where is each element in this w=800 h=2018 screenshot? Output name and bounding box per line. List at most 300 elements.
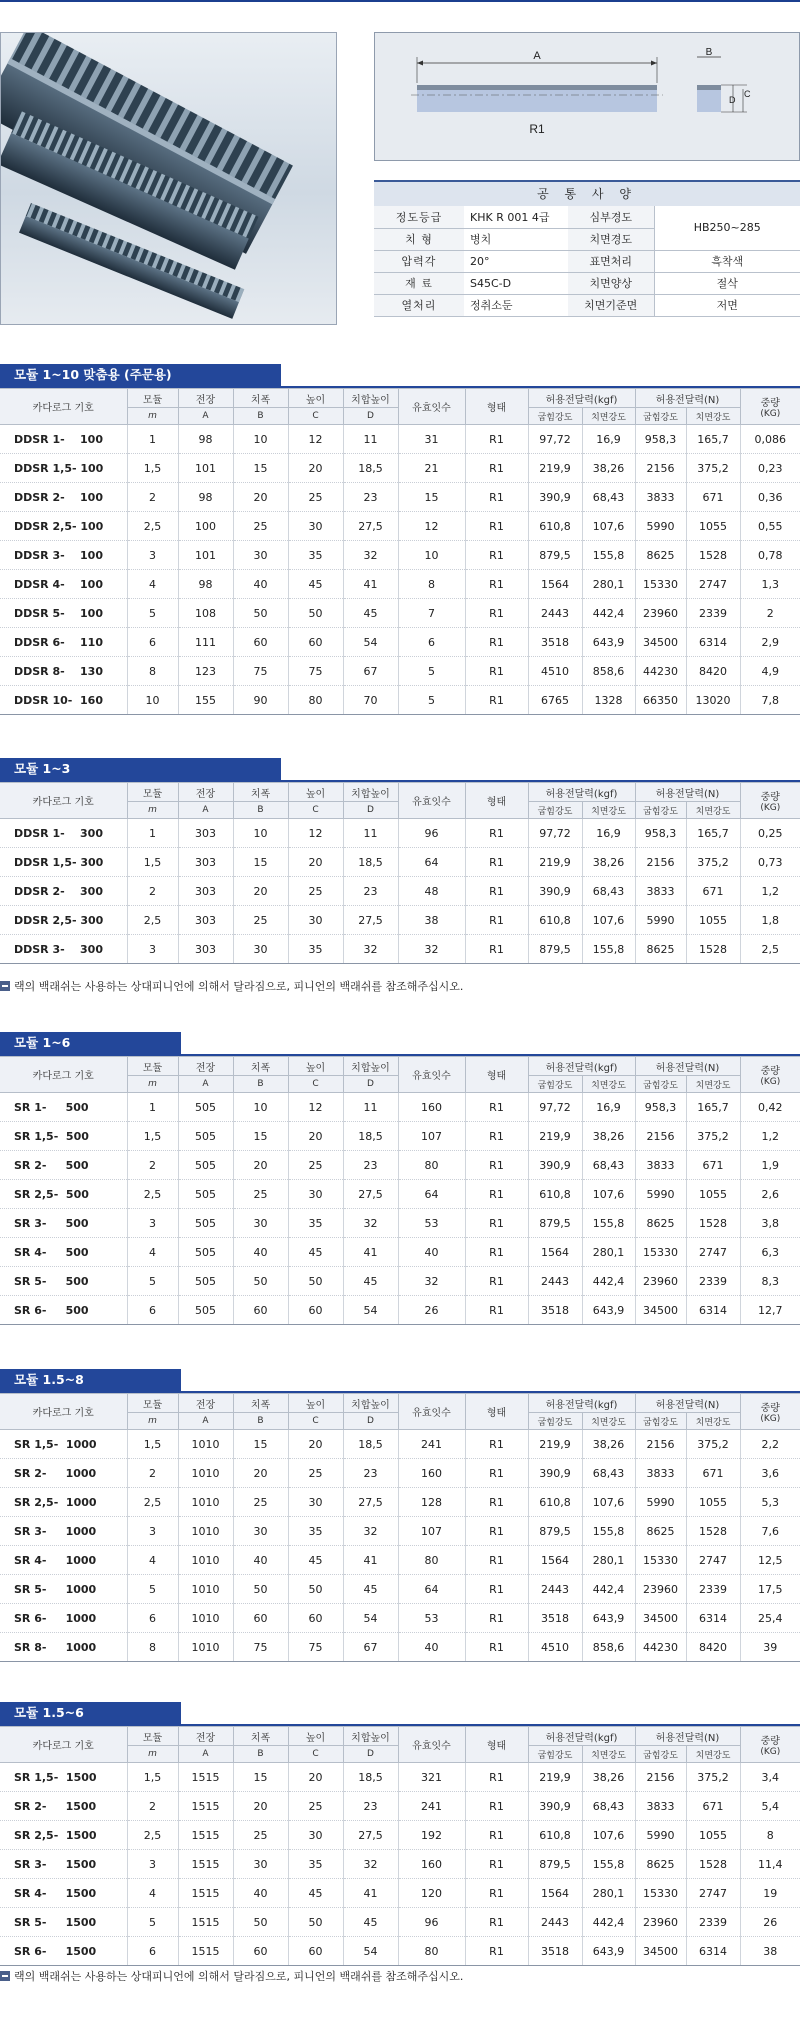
- table-cell: 1,9: [740, 1151, 800, 1180]
- table-cell: 1010: [178, 1517, 233, 1546]
- column-header: 치폭: [233, 1057, 288, 1076]
- column-header: 허용전달력(N): [635, 389, 740, 408]
- table-cell: 45: [343, 1575, 398, 1604]
- table-cell: 2: [127, 483, 178, 512]
- table-cell: 2443: [528, 1908, 582, 1937]
- column-header: B: [233, 408, 288, 425]
- spec-value: 흑착색: [654, 250, 800, 272]
- column-header: 치합높이: [343, 1057, 398, 1076]
- table-cell: 15: [233, 1763, 288, 1792]
- column-header: A: [178, 1076, 233, 1093]
- table-cell: 3833: [635, 877, 686, 906]
- column-header: C: [288, 802, 343, 819]
- table-cell: 75: [288, 1633, 343, 1662]
- column-header: 형태: [465, 389, 528, 425]
- shape-label: R1: [529, 122, 545, 136]
- table-cell: 21: [398, 454, 465, 483]
- column-header-weight: [740, 783, 800, 819]
- column-header: 굽힘강도: [528, 1413, 582, 1430]
- table-cell: R1: [465, 628, 528, 657]
- table-cell: 879,5: [528, 1209, 582, 1238]
- table-cell: 1,5: [127, 454, 178, 483]
- table-cell: 20: [233, 483, 288, 512]
- table-cell: 3,8: [740, 1209, 800, 1238]
- table-cell: 20: [233, 1459, 288, 1488]
- catalog-code: DDSR 3- 300: [0, 935, 127, 964]
- table-cell: 38: [740, 1937, 800, 1966]
- table-cell: 879,5: [528, 541, 582, 570]
- table-cell: 2156: [635, 454, 686, 483]
- column-header: 형태: [465, 1394, 528, 1430]
- table-cell: 38,26: [582, 454, 635, 483]
- table-row: [0, 1122, 800, 1151]
- rack-drawing: [375, 33, 800, 162]
- table-cell: 68,43: [582, 877, 635, 906]
- table-cell: 1010: [178, 1546, 233, 1575]
- table-cell: 18,5: [343, 1430, 398, 1459]
- catalog-code: DDSR 10- 160: [0, 686, 127, 715]
- table-cell: 23: [343, 877, 398, 906]
- table-cell: 1010: [178, 1575, 233, 1604]
- column-header: 치면강도: [582, 1076, 635, 1093]
- table-cell: 643,9: [582, 1296, 635, 1325]
- column-header: 굽힘강도: [635, 408, 686, 425]
- table-cell: 25: [233, 1821, 288, 1850]
- table-cell: 108: [178, 599, 233, 628]
- column-header: 치면강도: [686, 802, 740, 819]
- table-cell: 20: [288, 848, 343, 877]
- table-cell: 2,5: [127, 1821, 178, 1850]
- table-cell: 1,3: [740, 570, 800, 599]
- table-cell: 219,9: [528, 848, 582, 877]
- table-cell: 11,4: [740, 1850, 800, 1879]
- table-cell: 2,5: [740, 935, 800, 964]
- catalog-code: DDSR 2,5- 300: [0, 906, 127, 935]
- table-cell: 12: [288, 819, 343, 848]
- table-cell: 5990: [635, 1488, 686, 1517]
- table-cell: 50: [288, 1908, 343, 1937]
- column-header: 유효잇수: [398, 389, 465, 425]
- table-cell: 2,6: [740, 1180, 800, 1209]
- table-cell: 303: [178, 819, 233, 848]
- table-cell: 15330: [635, 570, 686, 599]
- column-header: 높이: [288, 1394, 343, 1413]
- table-cell: 75: [233, 1633, 288, 1662]
- spec-key: 표면처리: [568, 250, 654, 272]
- spec-value: 절삭: [654, 272, 800, 294]
- table-cell: 45: [288, 1546, 343, 1575]
- table-row: [0, 1488, 800, 1517]
- column-header: 치면강도: [686, 1746, 740, 1763]
- column-header: m: [127, 1413, 178, 1430]
- weight-label: 중량: [760, 792, 780, 803]
- table-cell: 25,4: [740, 1604, 800, 1633]
- catalog-code: SR 1,5- 500: [0, 1122, 127, 1151]
- table-cell: 1528: [686, 1850, 740, 1879]
- column-header: 허용전달력(kgf): [528, 783, 635, 802]
- column-header: 허용전달력(N): [635, 1394, 740, 1413]
- table-cell: 8625: [635, 1209, 686, 1238]
- table-cell: 321: [398, 1763, 465, 1792]
- column-header: B: [233, 1746, 288, 1763]
- table-row: [0, 483, 800, 512]
- table-cell: 155,8: [582, 1517, 635, 1546]
- table-cell: 15: [398, 483, 465, 512]
- table-cell: 5: [127, 599, 178, 628]
- table-cell: 643,9: [582, 1937, 635, 1966]
- table-cell: 1515: [178, 1763, 233, 1792]
- table-cell: 15: [233, 1122, 288, 1151]
- catalog-code: SR 2,5- 1500: [0, 1821, 127, 1850]
- table-cell: 27,5: [343, 906, 398, 935]
- table-cell: 101: [178, 454, 233, 483]
- catalog-code: DDSR 4- 100: [0, 570, 127, 599]
- section-tab: 모듈 1.5~6: [0, 1702, 181, 1724]
- table-cell: 671: [686, 483, 740, 512]
- table-cell: 671: [686, 1792, 740, 1821]
- column-header: 카다로그 기호: [0, 389, 127, 425]
- table-cell: R1: [465, 1604, 528, 1633]
- column-header: 허용전달력(N): [635, 783, 740, 802]
- table-cell: 219,9: [528, 1763, 582, 1792]
- catalog-code: SR 3- 1000: [0, 1517, 127, 1546]
- catalog-code: DDSR 8- 130: [0, 657, 127, 686]
- table-cell: 2,5: [127, 512, 178, 541]
- column-header: A: [178, 802, 233, 819]
- table-cell: R1: [465, 425, 528, 454]
- table-cell: 8: [127, 657, 178, 686]
- table-row: [0, 906, 800, 935]
- table-cell: 2,9: [740, 628, 800, 657]
- column-header: 모듈: [127, 1394, 178, 1413]
- table-cell: 60: [233, 1937, 288, 1966]
- table-cell: 3: [127, 1517, 178, 1546]
- weight-label: 중량: [760, 398, 780, 409]
- dim-b-label: B: [705, 47, 713, 58]
- table-cell: 8625: [635, 935, 686, 964]
- table-cell: 107,6: [582, 1821, 635, 1850]
- table-cell: 54: [343, 1604, 398, 1633]
- column-header: C: [288, 1076, 343, 1093]
- table-cell: 5: [398, 686, 465, 715]
- table-cell: 160: [398, 1459, 465, 1488]
- table-cell: 20: [233, 1792, 288, 1821]
- table-cell: 23: [343, 1792, 398, 1821]
- table-cell: 40: [233, 1238, 288, 1267]
- table-cell: 610,8: [528, 1821, 582, 1850]
- table-row: [0, 1459, 800, 1488]
- table-cell: R1: [465, 541, 528, 570]
- table-cell: 25: [288, 1459, 343, 1488]
- table-cell: 25: [233, 1488, 288, 1517]
- catalog-code: SR 2,5- 1000: [0, 1488, 127, 1517]
- table-row: [0, 1546, 800, 1575]
- table-cell: 75: [288, 657, 343, 686]
- column-header: 굽힘강도: [528, 802, 582, 819]
- table-cell: 96: [398, 819, 465, 848]
- column-header: 허용전달력(N): [635, 1057, 740, 1076]
- table-cell: 219,9: [528, 454, 582, 483]
- spec-key: 치 형: [374, 228, 464, 250]
- table-cell: R1: [465, 1430, 528, 1459]
- column-header: m: [127, 1076, 178, 1093]
- table-cell: 2339: [686, 1908, 740, 1937]
- table-cell: 0,086: [740, 425, 800, 454]
- table-cell: 643,9: [582, 1604, 635, 1633]
- table-cell: 643,9: [582, 628, 635, 657]
- table-cell: 1528: [686, 541, 740, 570]
- table-cell: 68,43: [582, 1151, 635, 1180]
- table-cell: 1: [127, 425, 178, 454]
- table-cell: 2156: [635, 1763, 686, 1792]
- table-cell: 2,5: [127, 1180, 178, 1209]
- section-tab: 모듈 1.5~8: [0, 1369, 181, 1391]
- product-photo-gear-racks: [0, 32, 337, 325]
- table-cell: 107,6: [582, 906, 635, 935]
- table-cell: 1564: [528, 1879, 582, 1908]
- dim-d-label: D: [729, 95, 736, 105]
- column-header: 치면강도: [582, 1746, 635, 1763]
- catalog-code: SR 1,5- 1500: [0, 1763, 127, 1792]
- table-cell: 5990: [635, 512, 686, 541]
- table-cell: 0,73: [740, 848, 800, 877]
- rack-spec-table: [0, 1056, 800, 1325]
- table-cell: 20: [233, 877, 288, 906]
- table-cell: 505: [178, 1267, 233, 1296]
- table-cell: 4: [127, 570, 178, 599]
- section-tab: 모듈 1~10 맞춤용 (주문용): [0, 364, 281, 386]
- table-cell: 390,9: [528, 483, 582, 512]
- table-cell: 60: [288, 1296, 343, 1325]
- table-cell: 1,8: [740, 906, 800, 935]
- table-row: [0, 570, 800, 599]
- table-cell: 44230: [635, 1633, 686, 1662]
- column-header: 허용전달력(kgf): [528, 1727, 635, 1746]
- table-row: [0, 628, 800, 657]
- table-cell: 30: [233, 1850, 288, 1879]
- table-cell: 7,8: [740, 686, 800, 715]
- table-cell: 107,6: [582, 1488, 635, 1517]
- table-cell: 60: [288, 1937, 343, 1966]
- catalog-code: SR 5- 1500: [0, 1908, 127, 1937]
- table-cell: 5,4: [740, 1792, 800, 1821]
- table-cell: R1: [465, 1546, 528, 1575]
- catalog-code: SR 2- 1500: [0, 1792, 127, 1821]
- column-header: 굽힘강도: [635, 1076, 686, 1093]
- table-cell: 5: [398, 657, 465, 686]
- table-cell: 2747: [686, 1546, 740, 1575]
- dim-c-label: C: [744, 89, 751, 99]
- spec-hardness-value: HB250~285: [654, 206, 800, 250]
- table-cell: 100: [178, 512, 233, 541]
- table-cell: 1515: [178, 1908, 233, 1937]
- table-cell: 80: [398, 1546, 465, 1575]
- spec-value: 병치: [464, 228, 568, 250]
- column-header: D: [343, 802, 398, 819]
- catalog-code: SR 2- 1000: [0, 1459, 127, 1488]
- table-cell: 0,55: [740, 512, 800, 541]
- table-cell: 15: [233, 1430, 288, 1459]
- table-cell: 16,9: [582, 425, 635, 454]
- table-cell: 505: [178, 1238, 233, 1267]
- table-cell: 23960: [635, 1908, 686, 1937]
- table-cell: 30: [288, 906, 343, 935]
- table-cell: 2: [127, 1151, 178, 1180]
- table-cell: 4: [127, 1238, 178, 1267]
- table-cell: 123: [178, 657, 233, 686]
- table-cell: 2443: [528, 1267, 582, 1296]
- table-cell: 2: [740, 599, 800, 628]
- catalog-code: SR 2,5- 500: [0, 1180, 127, 1209]
- note-icon: [0, 1971, 10, 1981]
- catalog-code: SR 4- 500: [0, 1238, 127, 1267]
- catalog-code: DDSR 2,5- 100: [0, 512, 127, 541]
- note-icon: [0, 981, 10, 991]
- table-cell: 20: [288, 454, 343, 483]
- table-cell: 10: [233, 425, 288, 454]
- table-cell: 1,2: [740, 877, 800, 906]
- table-cell: 50: [288, 599, 343, 628]
- column-header: 허용전달력(N): [635, 1727, 740, 1746]
- table-cell: 280,1: [582, 1879, 635, 1908]
- column-header: m: [127, 408, 178, 425]
- table-cell: 6314: [686, 1937, 740, 1966]
- table-cell: R1: [465, 657, 528, 686]
- column-header: 치면강도: [686, 1076, 740, 1093]
- table-cell: 505: [178, 1296, 233, 1325]
- spec-value: 20°: [464, 250, 568, 272]
- catalog-code: SR 1,5- 1000: [0, 1430, 127, 1459]
- column-header: 높이: [288, 1057, 343, 1076]
- table-cell: R1: [465, 1633, 528, 1662]
- catalog-code: DDSR 1- 300: [0, 819, 127, 848]
- spec-key: 치면기준면: [568, 294, 654, 316]
- table-cell: 1055: [686, 1180, 740, 1209]
- table-cell: 25: [233, 906, 288, 935]
- table-cell: 16,9: [582, 819, 635, 848]
- table-cell: 2: [127, 1792, 178, 1821]
- weight-unit: (KG): [760, 803, 781, 813]
- table-cell: 128: [398, 1488, 465, 1517]
- table-cell: 442,4: [582, 1267, 635, 1296]
- table-cell: 1564: [528, 570, 582, 599]
- table-cell: 6: [127, 1937, 178, 1966]
- table-cell: 96: [398, 1908, 465, 1937]
- table-cell: 165,7: [686, 1093, 740, 1122]
- column-header: 치폭: [233, 1727, 288, 1746]
- table-cell: 97,72: [528, 1093, 582, 1122]
- weight-label: 중량: [760, 1066, 780, 1077]
- table-cell: 5: [127, 1908, 178, 1937]
- table-cell: R1: [465, 1821, 528, 1850]
- table-cell: 25: [288, 1792, 343, 1821]
- table-cell: 8625: [635, 1850, 686, 1879]
- column-header-weight: [740, 1057, 800, 1093]
- table-cell: 1515: [178, 1937, 233, 1966]
- table-cell: R1: [465, 1209, 528, 1238]
- table-cell: R1: [465, 1908, 528, 1937]
- table-cell: 2: [127, 877, 178, 906]
- table-cell: 23960: [635, 599, 686, 628]
- column-header: B: [233, 1413, 288, 1430]
- table-cell: 34500: [635, 1604, 686, 1633]
- spec-key: 치면경도: [568, 228, 654, 250]
- column-header: D: [343, 1076, 398, 1093]
- column-header: 형태: [465, 783, 528, 819]
- column-header: 허용전달력(kgf): [528, 1057, 635, 1076]
- column-header: 유효잇수: [398, 1057, 465, 1093]
- column-header: 치폭: [233, 1394, 288, 1413]
- table-cell: R1: [465, 1937, 528, 1966]
- table-cell: 160: [398, 1093, 465, 1122]
- catalog-code: SR 4- 1000: [0, 1546, 127, 1575]
- table-cell: 32: [398, 935, 465, 964]
- table-cell: 3833: [635, 1151, 686, 1180]
- table-cell: 60: [233, 1604, 288, 1633]
- table-cell: 23960: [635, 1575, 686, 1604]
- table-cell: 35: [288, 1850, 343, 1879]
- table-cell: 12,7: [740, 1296, 800, 1325]
- table-cell: 45: [288, 570, 343, 599]
- weight-unit: (KG): [760, 1414, 781, 1424]
- table-cell: 50: [288, 1575, 343, 1604]
- table-cell: 25: [288, 877, 343, 906]
- table-cell: 879,5: [528, 1850, 582, 1879]
- table-cell: 40: [398, 1633, 465, 1662]
- table-cell: 35: [288, 1209, 343, 1238]
- table-cell: 32: [343, 1850, 398, 1879]
- table-cell: 4: [127, 1879, 178, 1908]
- table-cell: 1010: [178, 1604, 233, 1633]
- table-cell: 107,6: [582, 512, 635, 541]
- table-row: [0, 1267, 800, 1296]
- table-cell: 34500: [635, 1296, 686, 1325]
- column-header: 치합높이: [343, 783, 398, 802]
- catalog-code: DDSR 2- 300: [0, 877, 127, 906]
- table-cell: 90: [233, 686, 288, 715]
- table-row: [0, 1430, 800, 1459]
- table-cell: 6: [398, 628, 465, 657]
- table-cell: 32: [343, 1517, 398, 1546]
- column-header: D: [343, 1746, 398, 1763]
- catalog-code: SR 8- 1000: [0, 1633, 127, 1662]
- column-header: 치합높이: [343, 1394, 398, 1413]
- table-cell: 18,5: [343, 454, 398, 483]
- column-header: 높이: [288, 783, 343, 802]
- table-cell: 442,4: [582, 599, 635, 628]
- table-cell: 280,1: [582, 1238, 635, 1267]
- table-cell: 155,8: [582, 1209, 635, 1238]
- table-cell: 26: [740, 1908, 800, 1937]
- table-cell: 41: [343, 1879, 398, 1908]
- table-cell: 8: [398, 570, 465, 599]
- table-cell: 1515: [178, 1879, 233, 1908]
- table-cell: 671: [686, 877, 740, 906]
- table-cell: 3: [127, 1850, 178, 1879]
- column-header: 형태: [465, 1727, 528, 1763]
- dimension-drawing: [374, 32, 800, 161]
- table-cell: 1055: [686, 906, 740, 935]
- weight-unit: (KG): [760, 1747, 781, 1757]
- table-cell: 38,26: [582, 848, 635, 877]
- table-cell: 0,36: [740, 483, 800, 512]
- table-cell: 671: [686, 1151, 740, 1180]
- table-cell: 3833: [635, 1459, 686, 1488]
- table-cell: 30: [288, 1488, 343, 1517]
- table-cell: R1: [465, 1879, 528, 1908]
- table-cell: 38,26: [582, 1122, 635, 1151]
- catalog-code: SR 1- 500: [0, 1093, 127, 1122]
